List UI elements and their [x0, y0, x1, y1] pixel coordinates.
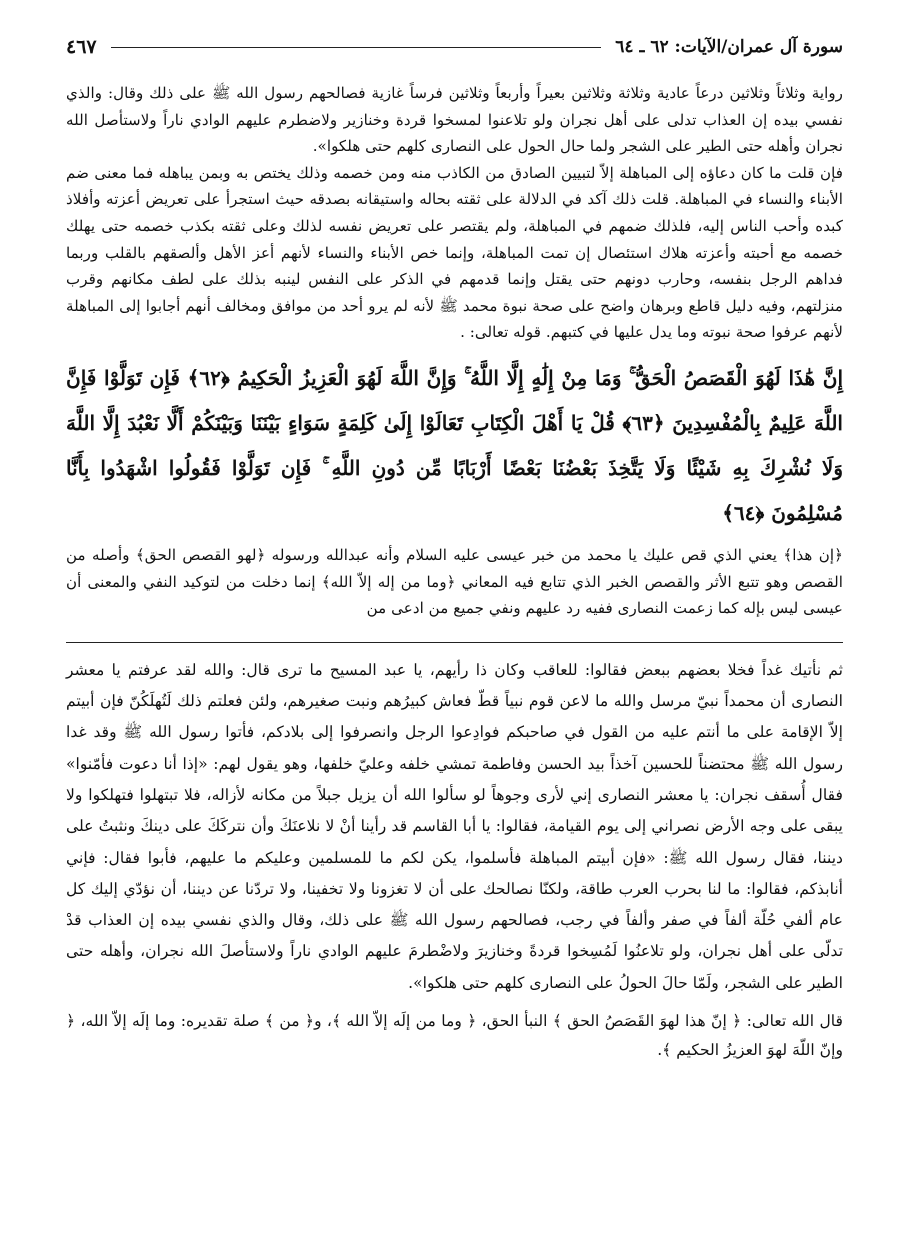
footnote-1: ثم نأتيك غداً فخلا بعضهم ببعض فقالوا: للعاقب وكان ذا رأيهم، يا عبد المسيح ما ترى قال: والله لقد عرفتم يا معشر النصارى أن محمداً نبيّ مرسل والله ما لاعن قوم نبياً قطّ فعاش كبيرُهم ونبت صغيرهم، ولئن فعلتم ذلك لَتُهلَكُنّ فإن أبيتم إلاّ الإقامة على ما أنتم عليه من القول في صاحبكم فوادِعوا الرجل وانصرفوا إلى بلادكم، فأتوا رسول الله ﷺ وقد غدا رسول الله ﷺ محتضناً للحسين آخذاً بيد الحسن وفاطمة تمشي خلفه وعليّ خلفها، وهو يقول لهم: «إذا أنا دعوت فأمّنوا» فقال أُسقف نجران: يا معشر النصارى إني لأرى وجوهاً لو سألوا الله أن يزيل جبلاً من مكانه لأزاله، فلا تبتهلوا فتهلكوا ولا يبقى على وجه الأرض نصراني إلى يوم القيامة، فقالوا: يا أبا القاسم قد رأينا أنْ لا نلاعنَكَ وأن نتركَكَ على دينكَ ونثبتُ على ديننا، فقال رسول الله ﷺ: «فإن أبيتم المباهلة فأسلموا، يكن لكم ما للمسلمين وعليكم ما عليهم، فأبوا فقال: فإني أنابذكم، فقالوا: ما لنا بحرب العرب طاقة، ولكنّا نصالحك على أن لا تغزونا ولا تخفينا، ولا تردّنا عن ديننا، أن نؤدّي إليك كل عام ألفي حُلّة ألفاً في صفر وألفاً في رجب، فصالحهم رسول الله ﷺ على ذلك، وقال والذي نفسي بيده إن العذاب قدْ تدلّى على أهل نجران، ولو تلاعنُوا لَمُسِخوا قردةً وخنازيرَ ولاضْطرمَ عليهم الوادي ناراً ولاستأصلَ الله نجران، وأهله حتى الطير على الشجر، ولَمّا حالَ الحولُ على النصارى كلهم حتى هلكوا».: [66, 660, 843, 992]
paragraph-1: رواية وثلاثاً وثلاثين درعاً عادية وثلاثة وثلاثين بعيراً وأربعاً وثلاثين فرساً غازية فصالحهم رسول الله ﷺ على ذلك وقال: والذي نفسي بيده إن العذاب تدلى على أهل نجران ولو تلاعنوا لمسخوا قردة وخنازير ولاضطرم عليهم الوادي ناراً ولاستأصل الله نجران وأهله حتى الطير على الشجر ولما حال الحول على النصارى كلهم حتى هلكوا».: [66, 84, 843, 156]
paragraph-2: فإن قلت ما كان دعاؤه إلى المباهلة إلاّ لتبيين الصادق من الكاذب منه ومن خصمه وذلك يختص به وبمن يباهله فما معنى ضم الأبناء والنساء في المباهلة. قلت ذلك آكد في الدلالة على ثقته بحاله واستيقانه بصدقه حيث استجرأ على تعريض أعزته وأفلاذ كبده وأحب الناس إليه، فلذلك ضمهم في المباهلة، ولم يقتصر على تعريض نفسه لذلك وعلى ثقته بكذب خصمه حتى يهلك خصمه مع أحبته وأعزته هلاك استئصال إن تمت المباهلة، وإنما خص الأبناء والنساء لأنهم أعز الأهل وألصقهم بالقلب وربما فداهم الرجل بنفسه، وحارب دونهم حتى يقتل وإنما قدمهم في الذكر على النفس لينبه بذلك على لطف مكانهم وقرب منزلتهم، وفيه دليل قاطع وبرهان واضح على صحة نبوة محمد ﷺ لأنه لم يرو أحد من موافق ومخالف أنهم أجابوا إلى المباهلة لأنهم عرفوا صحة نبوته وما يدل عليها في كتبهم. قوله تعالى: .: [66, 163, 843, 342]
page-header: [66, 30, 843, 64]
commentary-paragraph: ﴿إن هذا﴾ يعني الذي قص عليك يا محمد من خبر عيسى عليه السلام وأنه عبدالله ورسوله ﴿لهو القصص الحق﴾ وأصله من القصص وهو تتبع الأثر والقصص الخبر الذي تتابع فيه المعاني ﴿وما من إله إلاّ الله﴾ إنما دخلت من لتوكيد النفي والمعنى أن عيسى ليس بإله كما زعمت النصارى ففيه رد عليهم ونفي جميع من ادعى من: [66, 545, 843, 618]
quran-verses: إِنَّ هَٰذَا لَهُوَ الْقَصَصُ الْحَقُّ ۚ وَمَا مِنْ إِلَٰهٍ إِلَّا اللَّهُ ۚ وَإِنَّ اللَّهَ لَهُوَ الْعَزِيزُ الْحَكِيمُ ﴿٦٢﴾ فَإِن تَوَلَّوْا فَإِنَّ اللَّهَ عَلِيمٌ بِالْمُفْسِدِينَ ﴿٦٣﴾ قُلْ يَا أَهْلَ الْكِتَابِ تَعَالَوْا إِلَىٰ كَلِمَةٍ سَوَاءٍ بَيْنَنَا وَبَيْنَكُمْ أَلَّا نَعْبُدَ إِلَّا اللَّهَ وَلَا نُشْرِكَ بِهِ شَيْئًا وَلَا يَتَّخِذَ بَعْضُنَا بَعْضًا أَرْبَابًا مِّن دُونِ اللَّهِ ۚ فَإِن تَوَلَّوْا فَقُولُوا اشْهَدُوا بِأَنَّا مُسْلِمُونَ ﴿٦٤﴾: [66, 365, 844, 525]
footnote-2: قال الله تعالى: ﴿ إنّ هذا لهوَ القَصَصُ الحق ﴾ النبأ الحق، ﴿ وما من إلَه إلاّ الله ﴾، و﴿ من ﴾ صلة تقديره: وما إلَه إلاّ الله، ﴿ وإنّ اللّهَ لهوَ العزيزُ الحكيم ﴾.: [66, 1011, 843, 1059]
footnote-rule: [66, 642, 843, 643]
header-rule: [111, 47, 602, 48]
running-title: سورة آل عمران/الآيات: ٦٢ ـ ٦٤: [615, 37, 843, 57]
page-number: ٤٦٧: [66, 36, 97, 58]
